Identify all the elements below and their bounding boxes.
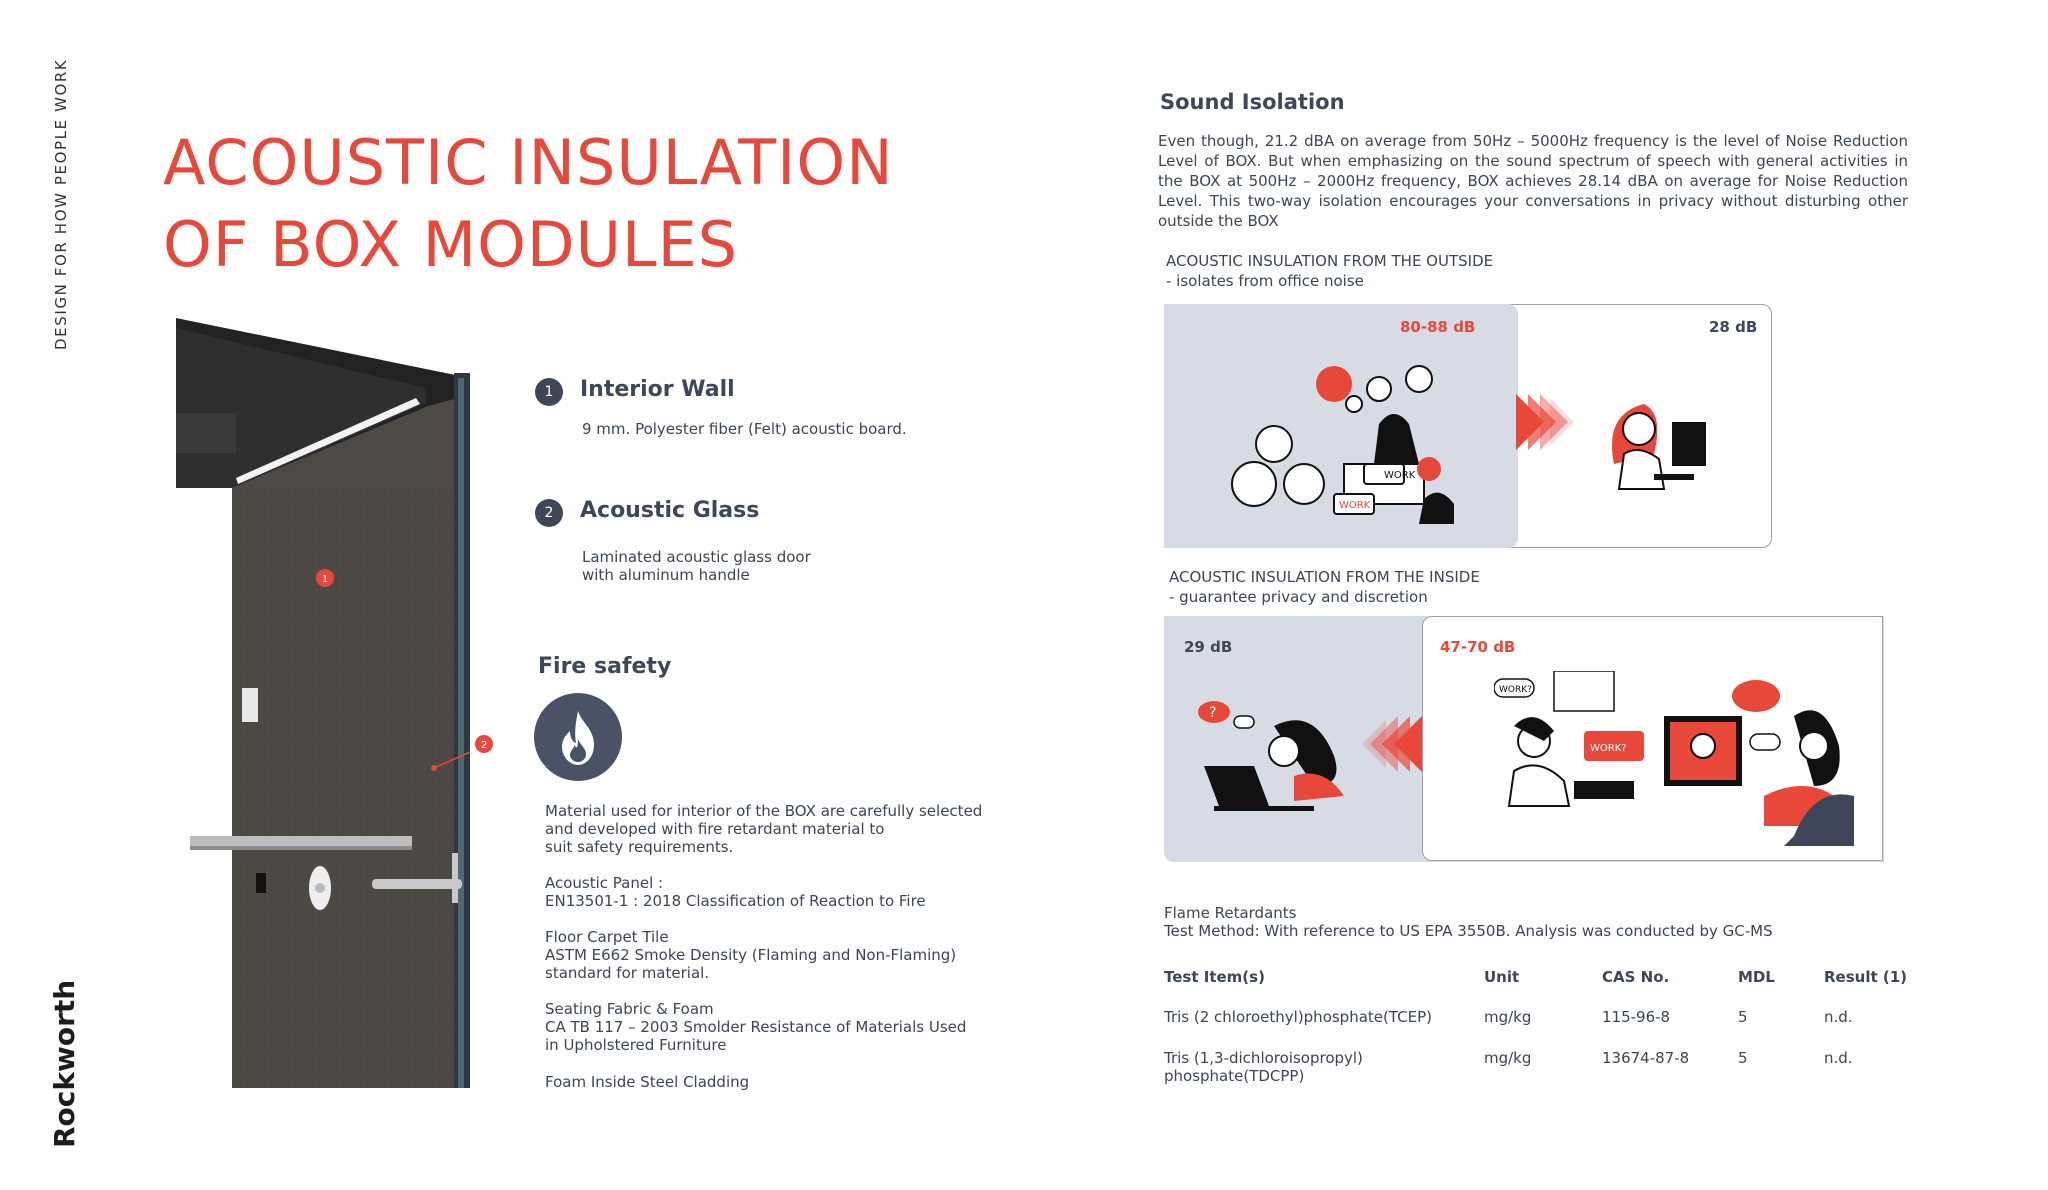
cell-result: n.d. bbox=[1824, 1008, 1853, 1026]
fire-item-3-note: in Upholstered Furniture bbox=[545, 1036, 727, 1054]
arrow-left-icon bbox=[1356, 716, 1422, 772]
svg-text:?: ? bbox=[1209, 705, 1217, 721]
fire-item-3-name: Seating Fabric & Foam bbox=[545, 1000, 714, 1018]
cell-test-item-line-1: Tris (2 chloroethyl)phosphate(TCEP) bbox=[1164, 1008, 1433, 1026]
outside-noise-db: 80-88 dB bbox=[1400, 318, 1476, 336]
cell-cas: 13674-87-8 bbox=[1602, 1049, 1690, 1067]
fire-item-1-name: Acoustic Panel : bbox=[545, 874, 664, 892]
sound-isolation-title: Sound Isolation bbox=[1160, 90, 1345, 114]
inside-caption-sub: - guarantee privacy and discretion bbox=[1169, 588, 1428, 606]
cell-mdl: 5 bbox=[1738, 1049, 1748, 1067]
outside-caption-title: ACOUSTIC INSULATION FROM THE OUTSIDE bbox=[1166, 252, 1494, 270]
outside-diagram bbox=[1164, 304, 1772, 548]
title-line-2: OF BOX MODULES bbox=[163, 208, 739, 281]
page-title bbox=[163, 122, 894, 286]
fire-item-2-name: Floor Carpet Tile bbox=[545, 928, 669, 946]
tagline: DESIGN FOR HOW PEOPLE WORK bbox=[52, 58, 70, 350]
brand-logo: Rockworth bbox=[48, 979, 81, 1148]
marker-2: 2 bbox=[480, 740, 488, 751]
flame-table bbox=[1164, 968, 1924, 1090]
flame-title: Flame Retardants bbox=[1164, 904, 1297, 922]
table-header-row bbox=[1164, 968, 1924, 1008]
cell-cas: 115-96-8 bbox=[1602, 1008, 1671, 1026]
box-door-photo bbox=[176, 318, 470, 1088]
cell-test-item-line-2: phosphate(TDCPP) bbox=[1164, 1067, 1305, 1085]
inside-diagram bbox=[1164, 616, 1884, 862]
feature-2-number: 2 bbox=[535, 499, 563, 527]
cell-mdl: 5 bbox=[1738, 1008, 1748, 1026]
cell-test-item bbox=[1164, 1008, 1484, 1049]
fire-safety-title: Fire safety bbox=[538, 654, 672, 679]
outside-box-db: 28 dB bbox=[1709, 318, 1758, 336]
focused-worker-illustration bbox=[1604, 394, 1714, 494]
col-cas: CAS No. bbox=[1602, 968, 1670, 986]
col-mdl: MDL bbox=[1738, 968, 1775, 986]
col-test-item: Test Item(s) bbox=[1164, 968, 1265, 986]
fire-item-carpet bbox=[545, 928, 956, 982]
cell-result: n.d. bbox=[1824, 1049, 1853, 1067]
inside-caption bbox=[1169, 567, 1480, 607]
col-unit: Unit bbox=[1484, 968, 1520, 986]
fire-item-acoustic-panel bbox=[545, 874, 926, 910]
fire-item-1-std: EN13501-1 : 2018 Classification of Reaction to Fire bbox=[545, 892, 926, 910]
flame-header bbox=[1164, 904, 1773, 940]
fire-item-seating bbox=[545, 1000, 966, 1054]
table-row bbox=[1164, 1049, 1924, 1090]
inside-outside-db: 29 dB bbox=[1184, 638, 1233, 656]
feature-1-number: 1 bbox=[535, 378, 563, 406]
table-row bbox=[1164, 1008, 1924, 1049]
cell-test-item-line-1: Tris (1,3-dichloroisopropyl) bbox=[1164, 1049, 1363, 1067]
inside-caption-title: ACOUSTIC INSULATION FROM THE INSIDE bbox=[1169, 568, 1480, 586]
arrow-right-icon bbox=[1516, 394, 1578, 450]
fire-item-foam: Foam Inside Steel Cladding bbox=[545, 1073, 750, 1091]
col-result: Result (1) bbox=[1824, 968, 1908, 986]
cell-test-item bbox=[1164, 1049, 1484, 1090]
fire-item-3-std: CA TB 117 – 2003 Smolder Resistance of Materials Used bbox=[545, 1018, 967, 1036]
inside-box-db: 47-70 dB bbox=[1440, 638, 1516, 656]
cell-unit: mg/kg bbox=[1484, 1008, 1532, 1026]
meeting-person-illustration bbox=[1494, 671, 1664, 811]
bubble-work-3: WORK? bbox=[1499, 685, 1532, 695]
feature-1-title: Interior Wall bbox=[580, 377, 735, 402]
cell-unit: mg/kg bbox=[1484, 1049, 1532, 1067]
fire-intro-line-3: suit safety requirements. bbox=[545, 838, 734, 856]
feature-2-title: Acoustic Glass bbox=[580, 498, 760, 523]
fire-intro-line-2: and developed with fire retardant material to bbox=[545, 820, 885, 838]
fire-intro-line-1: Material used for interior of the BOX are carefully selected bbox=[545, 802, 983, 820]
video-call-illustration bbox=[1664, 676, 1864, 846]
bubble-work-4: WORK? bbox=[1590, 743, 1627, 754]
fire-intro bbox=[545, 802, 982, 856]
sound-isolation-paragraph: Even though, 21.2 dBA on average from 50Hz – 5000Hz frequency is the level of Noise Reduction Level of BOX. But when emphasizing on the sound spectrum of speech with general activities in the BOX at 500Hz – 2000Hz frequency, BOX achieves 28.14 dBA on average for Noise Reduction Level. This two-way isolation encourages your conversations in privacy without disturbing other outside the BOX bbox=[1158, 132, 1908, 230]
fire-item-2-std: ASTM E662 Smoke Density (Flaming and Non-Flaming) bbox=[545, 946, 957, 964]
feature-2-desc-line-1: Laminated acoustic glass door bbox=[582, 548, 811, 566]
feature-1-desc: 9 mm. Polyester fiber (Felt) acoustic board. bbox=[582, 420, 907, 438]
outside-caption bbox=[1166, 251, 1493, 291]
bubble-work-2: WORK bbox=[1339, 500, 1371, 511]
outside-caption-sub: - isolates from office noise bbox=[1166, 272, 1364, 290]
title-line-1: ACOUSTIC INSULATION bbox=[163, 126, 894, 199]
feature-2-desc-line-2: with aluminum handle bbox=[582, 566, 750, 584]
office-noise-illustration bbox=[1194, 334, 1474, 534]
fire-item-2-note: standard for material. bbox=[545, 964, 710, 982]
relaxed-person-illustration bbox=[1194, 696, 1354, 816]
fire-icon bbox=[534, 693, 622, 781]
marker-1: 1 bbox=[321, 574, 329, 585]
flame-method: Test Method: With reference to US EPA 3550B. Analysis was conducted by GC-MS bbox=[1164, 922, 1773, 940]
bubble-work-1: WORK bbox=[1384, 470, 1416, 481]
marker-2-badge bbox=[474, 734, 494, 754]
feature-2-desc bbox=[582, 548, 811, 584]
